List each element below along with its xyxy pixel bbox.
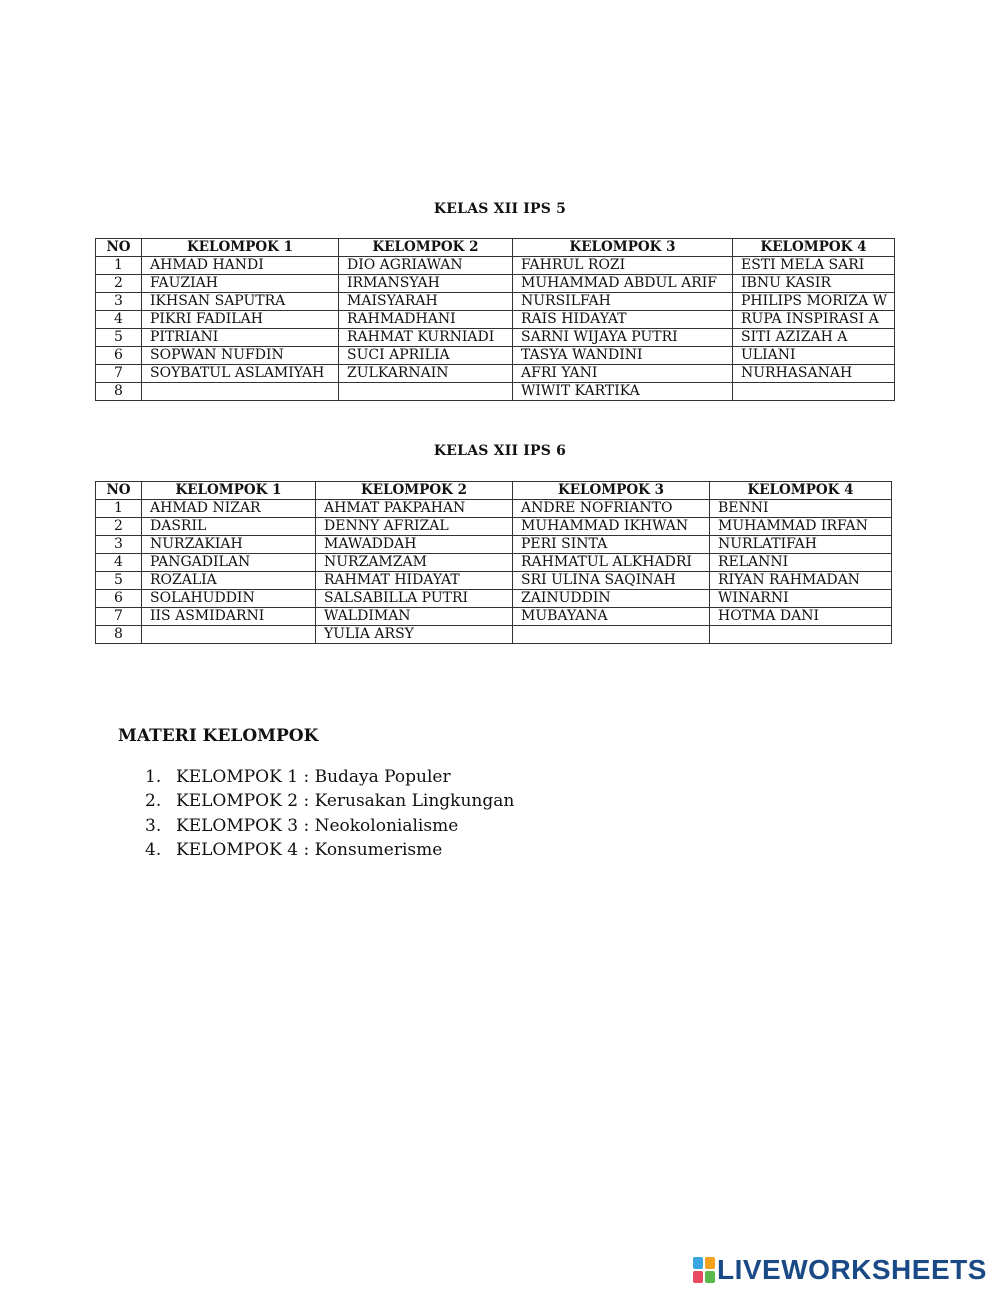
class2-title: KELAS XII IPS 6 <box>433 443 567 459</box>
student-name-cell: RAHMADHANI <box>339 311 513 329</box>
student-name-cell <box>142 626 316 644</box>
column-header-kelompok-4: KELOMPOK 4 <box>733 239 895 257</box>
student-name-cell: SITI AZIZAH A <box>733 329 895 347</box>
column-header-no: NO <box>96 482 142 500</box>
student-name-cell <box>142 383 339 401</box>
student-name-cell: MUHAMMAD IKHWAN <box>513 518 710 536</box>
column-header-kelompok-3: KELOMPOK 3 <box>513 482 710 500</box>
student-name-cell: MUHAMMAD ABDUL ARIF <box>513 275 733 293</box>
logo-text: LIVEWORKSHEETS <box>717 1254 987 1285</box>
list-item-number: 3. <box>145 815 162 836</box>
student-name-cell: IKHSAN SAPUTRA <box>142 293 339 311</box>
student-name-cell: AHMAD NIZAR <box>142 500 316 518</box>
student-name-cell: RAHMAT HIDAYAT <box>316 572 513 590</box>
student-name-cell: MUBAYANA <box>513 608 710 626</box>
list-item-number: 1. <box>145 767 162 787</box>
row-number-cell: 8 <box>96 626 142 644</box>
student-name-cell: AFRI YANI <box>513 365 733 383</box>
table-row <box>96 311 895 329</box>
student-name-cell: MUHAMMAD IRFAN <box>710 518 892 536</box>
student-name-cell: TASYA WANDINI <box>513 347 733 365</box>
row-number-cell: 2 <box>96 275 142 293</box>
table-row <box>96 626 892 644</box>
table-row <box>96 518 892 536</box>
column-header-no: NO <box>96 239 142 257</box>
list-item-text: KELOMPOK 4 : Konsumerisme <box>176 839 443 860</box>
row-number-cell: 3 <box>96 293 142 311</box>
materi-list <box>145 765 514 862</box>
row-number-cell: 4 <box>96 554 142 572</box>
table-row <box>96 554 892 572</box>
student-name-cell: RELANNI <box>710 554 892 572</box>
column-header-kelompok-3: KELOMPOK 3 <box>513 239 733 257</box>
table-row <box>96 536 892 554</box>
class1-table <box>95 238 895 401</box>
table-row <box>96 275 895 293</box>
table-row <box>96 500 892 518</box>
table-row <box>96 293 895 311</box>
student-name-cell: SUCI APRILIA <box>339 347 513 365</box>
student-name-cell: SOLAHUDDIN <box>142 590 316 608</box>
student-name-cell: WIWIT KARTIKA <box>513 383 733 401</box>
materi-title: MATERI KELOMPOK <box>118 726 319 746</box>
logo-mark-square <box>693 1257 703 1269</box>
student-name-cell: NURSILFAH <box>513 293 733 311</box>
table-row <box>96 329 895 347</box>
student-name-cell: WALDIMAN <box>316 608 513 626</box>
row-number-cell: 4 <box>96 311 142 329</box>
column-header-kelompok-2: KELOMPOK 2 <box>339 239 513 257</box>
table-row <box>96 257 895 275</box>
student-name-cell: BENNI <box>710 500 892 518</box>
list-item <box>145 814 514 838</box>
logo-mark-icon <box>693 1257 715 1283</box>
student-name-cell: IBNU KASIR <box>733 275 895 293</box>
column-header-kelompok-1: KELOMPOK 1 <box>142 239 339 257</box>
liveworksheets-logo[interactable] <box>693 1255 987 1285</box>
table-row <box>96 590 892 608</box>
student-name-cell: DASRIL <box>142 518 316 536</box>
row-number-cell: 7 <box>96 608 142 626</box>
list-item-number: 4. <box>145 839 162 860</box>
student-name-cell <box>733 383 895 401</box>
student-name-cell <box>339 383 513 401</box>
student-name-cell: SOPWAN NUFDIN <box>142 347 339 365</box>
student-name-cell: NURZAKIAH <box>142 536 316 554</box>
column-header-kelompok-4: KELOMPOK 4 <box>710 482 892 500</box>
table-header-row <box>96 239 895 257</box>
list-item-text: KELOMPOK 1 : Budaya Populer <box>176 767 451 787</box>
table-row <box>96 347 895 365</box>
student-name-cell: PANGADILAN <box>142 554 316 572</box>
student-name-cell: ULIANI <box>733 347 895 365</box>
student-name-cell: IIS ASMIDARNI <box>142 608 316 626</box>
row-number-cell: 3 <box>96 536 142 554</box>
list-item-text: KELOMPOK 2 : Kerusakan Lingkungan <box>176 791 515 812</box>
student-name-cell: PERI SINTA <box>513 536 710 554</box>
student-name-cell: RAIS HIDAYAT <box>513 311 733 329</box>
row-number-cell: 6 <box>96 590 142 608</box>
student-name-cell: PITRIANI <box>142 329 339 347</box>
student-name-cell: ESTI MELA SARI <box>733 257 895 275</box>
class1-title: KELAS XII IPS 5 <box>433 201 567 217</box>
logo-mark-square <box>705 1271 715 1283</box>
table-header-row <box>96 482 892 500</box>
table-row <box>96 572 892 590</box>
list-item-text: KELOMPOK 3 : Neokolonialisme <box>176 815 459 836</box>
table-row <box>96 365 895 383</box>
logo-mark-square <box>693 1271 703 1283</box>
student-name-cell: AHMAT PAKPAHAN <box>316 500 513 518</box>
student-name-cell: MAWADDAH <box>316 536 513 554</box>
table-row <box>96 608 892 626</box>
student-name-cell: ZAINUDDIN <box>513 590 710 608</box>
student-name-cell: FAHRUL ROZI <box>513 257 733 275</box>
student-name-cell: SOYBATUL ASLAMIYAH <box>142 365 339 383</box>
student-name-cell: PIKRI FADILAH <box>142 311 339 329</box>
list-item <box>145 789 514 813</box>
row-number-cell: 5 <box>96 572 142 590</box>
student-name-cell: NURZAMZAM <box>316 554 513 572</box>
student-name-cell <box>710 626 892 644</box>
student-name-cell: ZULKARNAIN <box>339 365 513 383</box>
row-number-cell: 5 <box>96 329 142 347</box>
student-name-cell: AHMAD HANDI <box>142 257 339 275</box>
student-name-cell: DENNY AFRIZAL <box>316 518 513 536</box>
row-number-cell: 1 <box>96 257 142 275</box>
student-name-cell: FAUZIAH <box>142 275 339 293</box>
class2-table <box>95 481 892 644</box>
list-item <box>145 838 514 862</box>
student-name-cell: PHILIPS MORIZA W <box>733 293 895 311</box>
logo-mark-square <box>705 1257 715 1269</box>
student-name-cell: YULIA ARSY <box>316 626 513 644</box>
student-name-cell: RIYAN RAHMADAN <box>710 572 892 590</box>
row-number-cell: 1 <box>96 500 142 518</box>
row-number-cell: 8 <box>96 383 142 401</box>
table-row <box>96 383 895 401</box>
student-name-cell: WINARNI <box>710 590 892 608</box>
column-header-kelompok-1: KELOMPOK 1 <box>142 482 316 500</box>
student-name-cell: NURLATIFAH <box>710 536 892 554</box>
student-name-cell: NURHASANAH <box>733 365 895 383</box>
student-name-cell: SALSABILLA PUTRI <box>316 590 513 608</box>
student-name-cell: DIO AGRIAWAN <box>339 257 513 275</box>
student-name-cell: RAHMATUL ALKHADRI <box>513 554 710 572</box>
student-name-cell: SARNI WIJAYA PUTRI <box>513 329 733 347</box>
student-name-cell: HOTMA DANI <box>710 608 892 626</box>
student-name-cell <box>513 626 710 644</box>
list-item-number: 2. <box>145 791 162 812</box>
list-item <box>145 765 514 789</box>
student-name-cell: ANDRE NOFRIANTO <box>513 500 710 518</box>
column-header-kelompok-2: KELOMPOK 2 <box>316 482 513 500</box>
row-number-cell: 7 <box>96 365 142 383</box>
student-name-cell: ROZALIA <box>142 572 316 590</box>
student-name-cell: MAISYARAH <box>339 293 513 311</box>
student-name-cell: RUPA INSPIRASI A <box>733 311 895 329</box>
row-number-cell: 6 <box>96 347 142 365</box>
student-name-cell: RAHMAT KURNIADI <box>339 329 513 347</box>
row-number-cell: 2 <box>96 518 142 536</box>
student-name-cell: SRI ULINA SAQINAH <box>513 572 710 590</box>
student-name-cell: IRMANSYAH <box>339 275 513 293</box>
